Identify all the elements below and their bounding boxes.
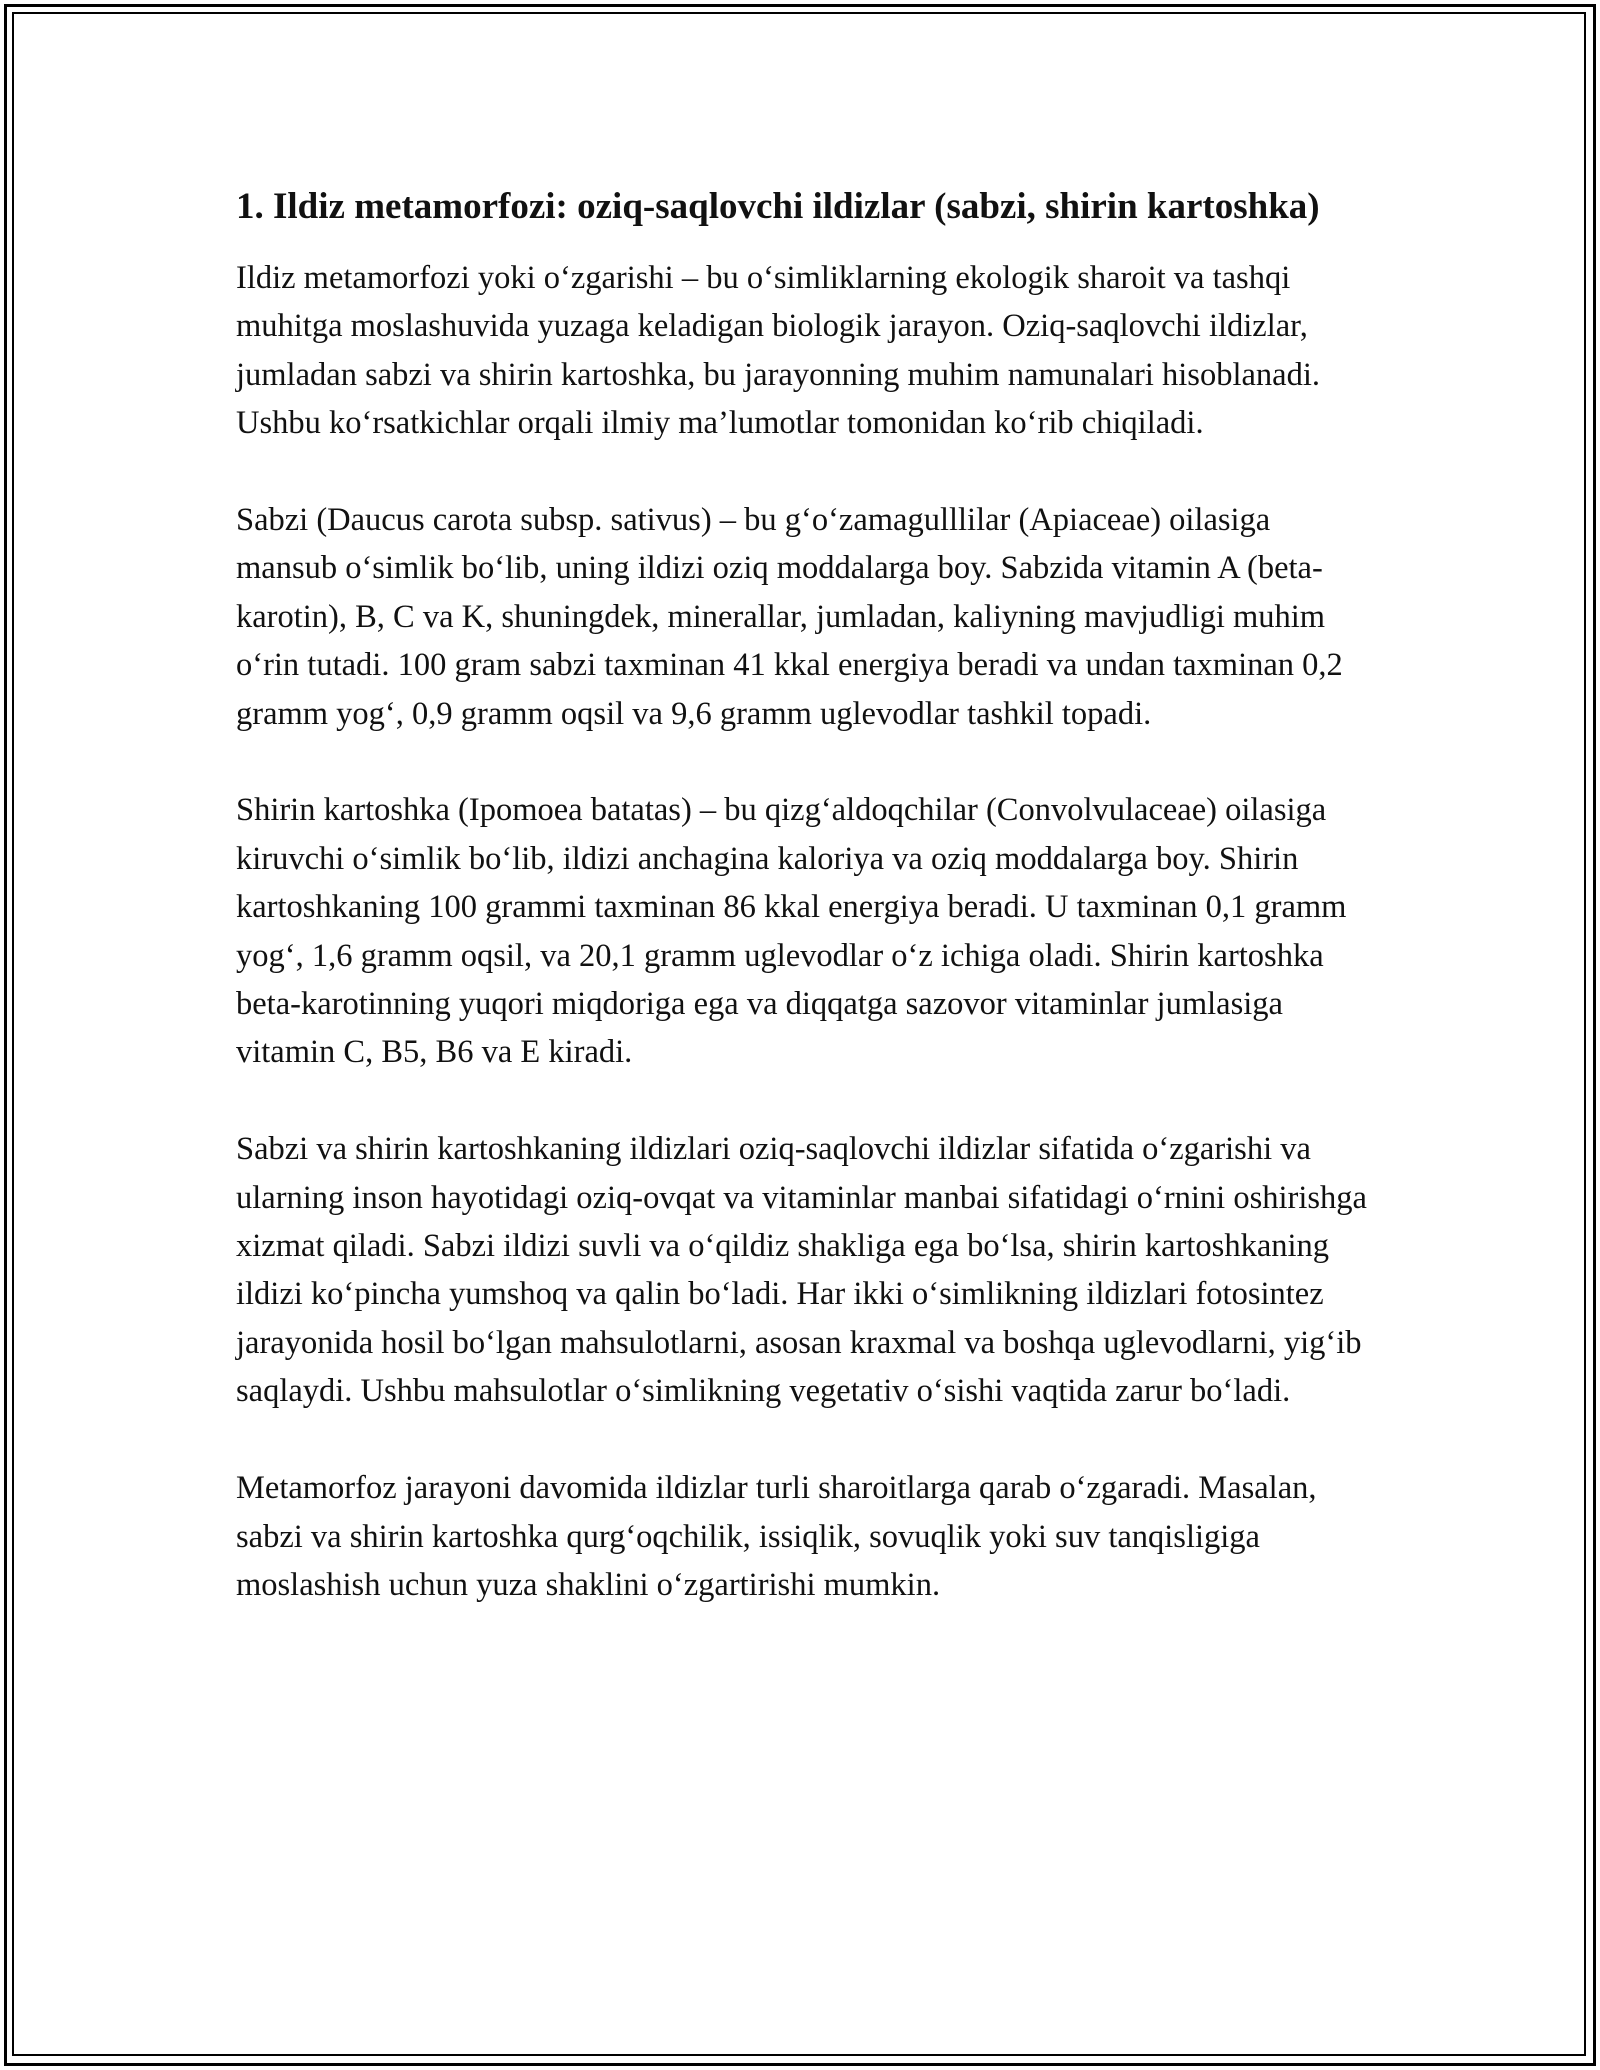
section-heading: 1. Ildiz metamorfozi: oziq-saqlovchi ildizlar (sabzi, shirin kartoshka)	[236, 186, 1320, 227]
paragraph-comparison: Sabzi va shirin kartoshkaning ildizlari oziq-saqlovchi ildizlar sifatida o‘zgarishi va ularning inson hayotidagi oziq-ovqat va vitaminlar manbai sifatidagi o‘rnini oshirishga xizmat qiladi. Sabzi ildizi suvli va o‘qildiz shakliga ega bo‘lsa, shirin kartoshkaning ildizi ko‘pincha yumshoq va qalin bo‘ladi. Har ikki o‘simlikning ildizlari fotosintez jarayonida hosil bo‘lgan mahsulotlarni, asosan kraxmal va boshqa uglevodlarni, yig‘ib saqlaydi. Ushbu mahsulotlar o‘simlikning vegetativ o‘sishi vaqtida zarur bo‘ladi.	[236, 1131, 1367, 1410]
paragraph-adaptation: Metamorfoz jarayoni davomida ildizlar turli sharoitlarga qarab o‘zgaradi. Masalan, sabzi va shirin kartoshka qurg‘oqchilik, issiqlik, sovuqlik yoki suv tanqisligiga moslashish uchun yuza shaklini o‘zgartirishi mumkin.	[236, 1470, 1317, 1603]
paragraph-sweet-potato: Shirin kartoshka (Ipomoea batatas) – bu qizg‘aldoqchilar (Convolvulaceae) oilasiga kiruvchi o‘simlik bo‘lib, ildizi anchagina kaloriya va oziq moddalarga boy. Shirin kartoshkaning 100 grammi taxminan 86 kkal energiya beradi. U taxminan 0,1 gramm yog‘, 1,6 gramm oqsil, va 20,1 gramm uglevodlar o‘z ichiga oladi. Shirin kartoshka beta-karotinning yuqori miqdoriga ega va diqqatga sazovor vitaminlar jumlasiga vitamin C, B5, B6 va E kiradi.	[236, 792, 1347, 1071]
paragraph-carrot: Sabzi (Daucus carota subsp. sativus) – bu g‘o‘zamagulllilar (Apiaceae) oilasiga mansub o‘simlik bo‘lib, uning ildizi oziq moddalarga boy. Sabzida vitamin A (beta-karotin), B, C va K, shuningdek, minerallar, jumladan, kaliyning mavjudligi muhim o‘rin tutadi. 100 gram sabzi taxminan 41 kkal energiya beradi va undan taxminan 0,2 gramm yog‘, 0,9 gramm oqsil va 9,6 gramm uglevodlar tashkil topadi.	[236, 502, 1343, 732]
paragraph-intro: Ildiz metamorfozi yoki o‘zgarishi – bu o‘simliklarning ekologik sharoit va tashqi muhitga moslashuvida yuzaga keladigan biologik jarayon. Oziq-saqlovchi ildizlar, jumladan sabzi va shirin kartoshka, bu jarayonning muhim namunalari hisoblanadi. Ushbu ko‘rsatkichlar orqali ilmiy ma’lumotlar tomonidan ko‘rib chiqiladi.	[236, 260, 1320, 442]
document-page	[236, 182, 1376, 1658]
